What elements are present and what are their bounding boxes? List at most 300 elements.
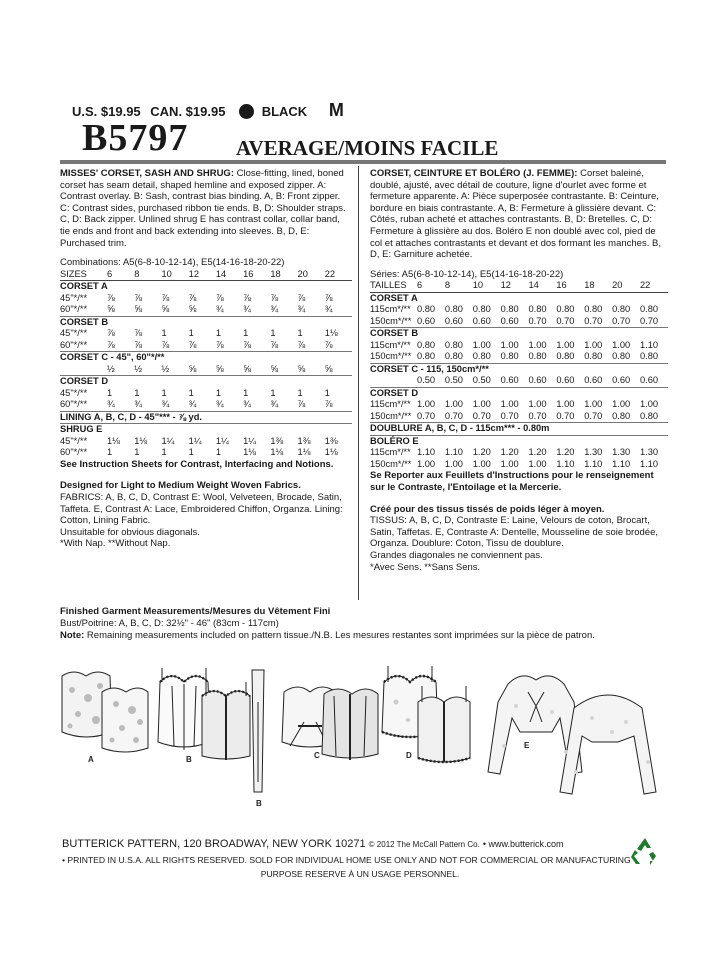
en-size-header-cell: 22 xyxy=(325,269,352,281)
fr-yardage-value: 1.00 xyxy=(640,399,659,410)
en-yardage-value: 1 xyxy=(161,387,167,398)
en-fabric-width: 45"*/** xyxy=(60,328,88,339)
en-yardage-value: 1¼ xyxy=(243,435,257,446)
fr-yardage-value: 0.80 xyxy=(417,351,436,362)
fr-yardage-value: 0.70 xyxy=(556,315,575,326)
en-yardage-row xyxy=(60,447,352,459)
fr-size-header-cell: 18 xyxy=(584,280,612,292)
fr-section-label: DOUBLURE A, B, C, D - 115cm*** - 0.80m xyxy=(370,423,668,436)
en-yardage-value: 1 xyxy=(215,447,222,458)
fr-fabric-width: 150cm*/** xyxy=(370,410,412,421)
fr-yardage-value: 0.80 xyxy=(640,304,659,315)
en-yardage-value: 1⅛ xyxy=(297,447,311,458)
en-section-label: SHRUG E xyxy=(60,424,352,436)
company-address: BUTTERICK PATTERN, 120 BROADWAY, NEW YORK 10271 xyxy=(62,838,366,850)
en-nap-note: *With Nap. **Without Nap. xyxy=(60,538,171,550)
fr-nap-note: *Avec Sens. **Sans Sens. xyxy=(370,561,481,573)
fr-unsuitable: Grandes diagonales ne conviennent pas. xyxy=(370,549,543,561)
en-yardage-row xyxy=(60,436,352,448)
fr-yardage-value: 0.80 xyxy=(556,304,575,315)
en-section-row xyxy=(60,411,352,424)
en-fabric-width: 60"*/** xyxy=(60,447,88,458)
fr-yardage-value: 1.00 xyxy=(472,339,491,350)
en-yardage-value: ¾ xyxy=(270,399,279,410)
fr-yardage-value: 0.80 xyxy=(528,304,547,315)
view-e-illustration xyxy=(488,676,656,794)
en-yardage-value: 1⅜ xyxy=(270,435,284,446)
note-label: Note: xyxy=(60,630,85,641)
en-yardage-value: 1 xyxy=(297,328,303,339)
fr-yardage-value: 0.80 xyxy=(472,351,491,362)
fr-yardage-value: 0.70 xyxy=(584,315,603,326)
en-yardage-value: 1 xyxy=(215,328,222,339)
fr-yardage-value: 0.70 xyxy=(500,410,519,421)
fr-yardage-row xyxy=(370,399,668,411)
en-yardage-value: 1 xyxy=(243,387,249,398)
fr-yardage-value: 1.20 xyxy=(472,447,491,458)
black-color-swatch-icon xyxy=(239,104,254,119)
en-yardage-value: 1 xyxy=(215,387,222,398)
fr-yardage-value: 0.80 xyxy=(612,304,631,315)
en-yardage-row xyxy=(60,364,352,376)
en-yardage-value: 1 xyxy=(324,387,330,398)
en-size-header-cell: 8 xyxy=(134,269,161,281)
fr-yardage-value: 0.50 xyxy=(444,375,463,386)
en-fabric-width: 45"*/** xyxy=(60,292,88,303)
bust-measurement: Bust/Poitrine: A, B, C, D: 32½" - 46" (83cm - 117cm) xyxy=(60,618,279,629)
en-yardage-value: ⅞ xyxy=(324,399,333,410)
fr-designed-for: Créé pour des tissus tissés de poids léger à moyen. xyxy=(370,503,605,515)
en-fabric-width: 60"*/** xyxy=(60,399,88,410)
fr-yardage-value: 1.00 xyxy=(500,458,519,469)
fr-yardage-value: 0.60 xyxy=(500,375,519,386)
en-section-row xyxy=(60,352,352,364)
fr-yardage-value: 0.70 xyxy=(417,410,436,421)
fr-yardage-value: 0.80 xyxy=(584,304,603,315)
en-yardage-value: ¾ xyxy=(188,399,197,410)
fr-yardage-row xyxy=(370,411,668,423)
fr-size-header-cell: TAILLES xyxy=(370,280,417,292)
view-c-illustration xyxy=(282,687,378,760)
fr-yardage-value: 0.70 xyxy=(528,315,547,326)
fr-yardage-value: 0.80 xyxy=(612,351,631,362)
en-yardage-value: ⅞ xyxy=(107,328,115,339)
en-yardage-value: ⅝ xyxy=(270,363,279,374)
en-fabric-width xyxy=(60,364,107,376)
fr-yardage-value: 1.10 xyxy=(556,458,575,469)
en-yardage-value: 1⅛ xyxy=(270,447,284,458)
fr-yardage-row xyxy=(370,340,668,352)
fr-yardage-value: 1.10 xyxy=(612,458,631,469)
purpose-notice: PURPOSE RESERVE À UN USAGE PERSONNEL. xyxy=(260,869,460,879)
en-yardage-value: 1 xyxy=(161,328,167,339)
en-yardage-value: ⅞ xyxy=(134,328,142,339)
fr-see-instructions: Se Reporter aux Feuillets d'Instructions pour le renseignement sur le Contraste, l'Entoilage et la Mercerie. xyxy=(370,470,654,493)
fr-yardage-value: 0.50 xyxy=(472,375,491,386)
fr-yardage-row xyxy=(370,316,668,328)
fr-size-header-row xyxy=(370,280,668,292)
view-a-illustration xyxy=(62,672,148,752)
footer-company-line xyxy=(62,838,564,850)
fr-section-label: CORSET C - 115, 150cm*/** xyxy=(370,363,668,375)
recycle-icon xyxy=(628,836,662,866)
en-size-header-cell: 12 xyxy=(189,269,216,281)
size-range-letter: M xyxy=(328,100,344,120)
en-fabric-width: 60"*/** xyxy=(60,339,88,350)
fr-fabric-width: 150cm*/** xyxy=(370,315,412,326)
en-yardage-value: ⅝ xyxy=(188,363,197,374)
en-yardage-value: ⅝ xyxy=(188,304,197,315)
fr-yardage-value: 1.10 xyxy=(444,447,463,458)
fr-yardage-row xyxy=(370,351,668,363)
en-fabric-width: 45"*/** xyxy=(60,387,88,398)
en-yardage-table xyxy=(60,269,352,459)
fr-yardage-value: 1.00 xyxy=(612,399,631,410)
fr-yardage-value: 0.80 xyxy=(612,410,631,421)
fr-yardage-value: 1.00 xyxy=(444,458,463,469)
en-size-header-cell: 6 xyxy=(107,269,134,281)
en-combinations: Combinations: A5(6-8-10-12-14), E5(14-16-18-20-22) xyxy=(60,257,285,269)
en-section-label: CORSET D xyxy=(60,376,352,388)
en-yardage-value: 1¼ xyxy=(161,435,175,446)
en-yardage-value: ⅞ xyxy=(297,292,306,303)
en-yardage-value: ⅝ xyxy=(297,363,306,374)
fr-yardage-value: 1.00 xyxy=(584,399,603,410)
en-yardage-value: 1⅛ xyxy=(134,435,148,446)
fr-size-header-cell: 22 xyxy=(640,280,668,292)
en-yardage-value: 1 xyxy=(134,447,140,458)
fr-yardage-value: 1.20 xyxy=(500,447,519,458)
fr-yardage-value: 0.60 xyxy=(444,315,463,326)
en-section-row xyxy=(60,316,352,328)
fr-section-label: CORSET A xyxy=(370,292,668,304)
en-yardage-value: ⅞ xyxy=(215,339,224,350)
fr-yardage-value: 1.10 xyxy=(640,458,659,469)
column-divider xyxy=(358,166,359,600)
fr-section-label: BOLÉRO E xyxy=(370,435,668,447)
fr-size-header-cell: 6 xyxy=(417,280,445,292)
en-fabric-width: 60"*/** xyxy=(60,304,88,315)
en-yardage-value: ¾ xyxy=(107,399,115,410)
en-yardage-value: ⅞ xyxy=(134,292,142,303)
fr-yardage-value: 1.10 xyxy=(417,447,436,458)
header-rule xyxy=(60,160,666,164)
en-yardage-value: 1¼ xyxy=(215,435,229,446)
en-yardage-value: ⅞ xyxy=(270,292,279,303)
fr-yardage-value: 1.00 xyxy=(556,339,575,350)
en-size-header-cell: 16 xyxy=(243,269,270,281)
en-yardage-value: 1 xyxy=(188,447,194,458)
en-yardage-value: ⅞ xyxy=(215,292,224,303)
en-yardage-value: 1 xyxy=(188,328,194,339)
fr-fabric-width: 115cm*/** xyxy=(370,304,411,315)
fr-yardage-value: 0.60 xyxy=(500,315,519,326)
fr-yardage-value: 0.70 xyxy=(556,410,575,421)
fr-yardage-value: 0.50 xyxy=(417,375,436,386)
fr-yardage-value: 0.70 xyxy=(584,410,603,421)
en-unsuitable: Unsuitable for obvious diagonals. xyxy=(60,526,200,538)
en-yardage-value: ½ xyxy=(107,363,115,374)
en-size-header-cell: 10 xyxy=(161,269,188,281)
fr-yardage-table xyxy=(370,280,668,470)
copyright: © 2012 The McCall Pattern Co. xyxy=(368,840,480,849)
website[interactable]: • www.butterick.com xyxy=(482,839,564,849)
en-see-instructions: See Instruction Sheets for Contrast, Interfacing and Notions. xyxy=(60,458,334,470)
fr-size-header-cell: 16 xyxy=(556,280,584,292)
fr-fabrics: TISSUS: A, B, C, D, Contraste E: Laine, Velours de coton, Brocart, Satin, Taffetas. E, Contraste A: Dentelle, Mousseline de soie brodée, Organza. Doublure: Coton, Tissu de doublure. xyxy=(370,515,658,550)
fr-yardage-value: 1.00 xyxy=(528,399,547,410)
printed-notice: • PRINTED IN U.S.A. ALL RIGHTS RESERVED. SOLD FOR INDIVIDUAL HOME USE ONLY AND NOT FOR COMMERCIAL OR MANUFACTURING xyxy=(62,855,631,865)
en-yardage-value: ⅞ xyxy=(270,339,279,350)
en-yardage-value: ⅝ xyxy=(324,363,333,374)
fr-yardage-value: 1.00 xyxy=(528,458,547,469)
fr-yardage-value: 1.00 xyxy=(472,399,491,410)
en-yardage-value: ⅞ xyxy=(188,339,197,350)
fr-yardage-value: 1.00 xyxy=(584,339,603,350)
fr-fabric-width: 150cm*/** xyxy=(370,458,412,469)
en-size-header-cell: 20 xyxy=(298,269,325,281)
fr-size-header-cell: 10 xyxy=(473,280,501,292)
en-yardage-value: 1 xyxy=(107,387,113,398)
fr-yardage-value: 1.00 xyxy=(556,399,575,410)
en-yardage-row xyxy=(60,328,352,340)
fr-yardage-value: 0.80 xyxy=(500,304,519,315)
fr-yardage-value: 0.70 xyxy=(528,410,547,421)
finished-measurements xyxy=(60,606,680,642)
view-label-c: C xyxy=(314,751,320,760)
en-title: MISSES' CORSET, SASH AND SHRUG: xyxy=(60,168,234,179)
french-column xyxy=(370,168,668,573)
view-label-b: B xyxy=(186,755,192,764)
view-d-illustration xyxy=(382,666,470,762)
en-yardage-value: ⅝ xyxy=(107,304,115,315)
view-b-illustration xyxy=(158,668,250,760)
en-yardage-value: ⅝ xyxy=(161,304,170,315)
fr-yardage-value: 1.10 xyxy=(640,339,659,350)
en-section-label: CORSET C - 45", 60"*/** xyxy=(60,352,352,364)
en-section-label: CORSET A xyxy=(60,281,352,293)
fr-yardage-row xyxy=(370,459,668,471)
en-yardage-value: 1⅜ xyxy=(297,435,311,446)
en-yardage-value: ½ xyxy=(161,363,170,374)
en-yardage-value: ⅝ xyxy=(134,304,142,315)
en-yardage-value: ⅞ xyxy=(161,292,170,303)
en-section-label: CORSET B xyxy=(60,316,352,328)
fr-yardage-value: 1.00 xyxy=(528,339,547,350)
en-yardage-row xyxy=(60,293,352,305)
en-yardage-value: 1 xyxy=(270,328,276,339)
en-yardage-value: 1⅛ xyxy=(324,328,338,339)
fr-fabric-width: 115cm*/** xyxy=(370,399,411,410)
en-yardage-value: ⅝ xyxy=(243,363,251,374)
fr-section-row xyxy=(370,292,668,304)
en-yardage-row xyxy=(60,304,352,316)
fr-section-row xyxy=(370,328,668,340)
fr-yardage-value: 0.80 xyxy=(444,304,463,315)
view-label-b-sash: B xyxy=(256,799,262,808)
fr-yardage-value: 1.30 xyxy=(584,447,603,458)
en-designed-for: Designed for Light to Medium Weight Woven Fabrics. xyxy=(60,480,301,492)
fr-fabric-width xyxy=(370,375,417,387)
en-section-row xyxy=(60,376,352,388)
fr-yardage-value: 0.80 xyxy=(640,351,659,362)
fr-combinations: Séries: A5(6-8-10-12-14), E5(14-16-18-20-22) xyxy=(370,268,564,280)
en-yardage-value: ⅞ xyxy=(243,292,251,303)
fr-yardage-value: 0.70 xyxy=(640,315,659,326)
measurements-title: Finished Garment Measurements/Mesures du Vêtement Fini xyxy=(60,606,331,617)
english-column xyxy=(60,168,352,550)
fr-fabric-width: 115cm*/** xyxy=(370,447,411,458)
en-yardage-value: ⅞ xyxy=(324,292,333,303)
fr-yardage-value: 0.60 xyxy=(472,315,491,326)
garment-illustrations xyxy=(52,662,692,812)
fr-yardage-value: 0.70 xyxy=(472,410,491,421)
en-yardage-value: 1 xyxy=(134,387,140,398)
en-yardage-value: ½ xyxy=(134,363,142,374)
en-yardage-value: ¾ xyxy=(243,304,251,315)
en-yardage-row xyxy=(60,340,352,352)
en-yardage-value: ¾ xyxy=(324,304,333,315)
en-description-block xyxy=(60,168,352,249)
fr-yardage-row xyxy=(370,447,668,459)
fr-yardage-value: 1.30 xyxy=(612,447,631,458)
fr-yardage-value: 0.80 xyxy=(444,339,463,350)
pattern-number: B5797 xyxy=(82,117,189,159)
fr-size-header-cell: 14 xyxy=(529,280,557,292)
en-yardage-value: 1⅜ xyxy=(324,435,338,446)
view-label-e: E xyxy=(524,741,530,750)
fr-section-label: CORSET B xyxy=(370,328,668,340)
en-yardage-value: ¾ xyxy=(215,304,224,315)
en-yardage-value: 1⅛ xyxy=(324,447,338,458)
fr-yardage-value: 0.80 xyxy=(640,410,659,421)
fr-yardage-value: 0.80 xyxy=(528,351,547,362)
en-yardage-value: 1 xyxy=(188,387,194,398)
fr-section-label: CORSET D xyxy=(370,387,668,399)
fr-section-row xyxy=(370,435,668,447)
fr-yardage-value: 1.20 xyxy=(556,447,575,458)
fr-yardage-value: 0.80 xyxy=(417,339,436,350)
en-yardage-value: ¾ xyxy=(134,399,142,410)
view-label-a: A xyxy=(88,755,94,764)
note-text: Remaining measurements included on pattern tissue./N.B. Les mesures restantes sont imprimées sur la pièce de patron. xyxy=(86,630,595,641)
fr-yardage-value: 0.80 xyxy=(584,351,603,362)
difficulty-label: AVERAGE/MOINS FACILE xyxy=(236,136,499,160)
en-description: Close-fitting, lined, boned corset has seam detail, shaped hemline and exposed zipper. A: Contrast overlay. B: Sash, contrast bias binding. A, B: Front zipper. C: Contrast sides, purchased ribbon tie ends. B, D: Shoulder straps. C, D: Back zipper. Unlined shrug E has contrast collar, collar band, tie ends and front and back extending into sleeves. B, D, E: Purchased trim. xyxy=(60,168,346,249)
fr-yardage-value: 0.80 xyxy=(556,351,575,362)
en-size-header-cell: 14 xyxy=(216,269,243,281)
en-fabrics: FABRICS: A, B, C, D, Contrast E: Wool, Velveteen, Brocade, Satin, Taffeta. E, Contrast A: Lace, Embroidered Chiffon, Organza. Lining: Cotton, Lining Fabric. xyxy=(60,491,343,527)
fr-fabric-width: 150cm*/** xyxy=(370,351,412,362)
color-word: BLACK xyxy=(261,104,308,119)
fr-size-header-cell: 8 xyxy=(445,280,473,292)
fr-fabric-width: 115cm*/** xyxy=(370,339,411,350)
en-yardage-value: 1⅛ xyxy=(107,435,120,446)
fr-yardage-value: 0.80 xyxy=(500,351,519,362)
en-yardage-value: ⅝ xyxy=(215,363,224,374)
en-section-row xyxy=(60,424,352,436)
fr-size-header-cell: 12 xyxy=(501,280,529,292)
en-yardage-value: ⅞ xyxy=(297,399,306,410)
en-yardage-value: ⅞ xyxy=(243,339,251,350)
fr-yardage-value: 1.30 xyxy=(640,447,659,458)
fr-yardage-value: 1.00 xyxy=(417,458,436,469)
en-yardage-row xyxy=(60,399,352,411)
fr-yardage-row xyxy=(370,304,668,316)
fr-yardage-value: 1.20 xyxy=(528,447,547,458)
en-yardage-value: ¾ xyxy=(243,399,251,410)
fr-section-row xyxy=(370,387,668,399)
fr-yardage-value: 1.00 xyxy=(500,339,519,350)
fr-yardage-value: 1.00 xyxy=(417,399,436,410)
en-yardage-value: ¾ xyxy=(297,304,306,315)
fr-description: Corset baleiné, doublé, ajusté, avec détail de couture, ligne d'ourlet avec forme et fermeture apparente. A: Pièce superposée contrastante. B: Ceinture, bordure en biais contrastante. A, B: Fermeture à glissière devant. C: Côtés, ruban acheté et attaches contrastants. B, D: Bretelles. C, D: Fermeture à glissière au dos. Boléro E non doublé avec col, pied de col et attaches contrastants et devant et dos formant les manches. B, D, E: Garniture achetée. xyxy=(370,168,661,261)
view-label-d: D xyxy=(406,751,412,760)
fr-section-row xyxy=(370,423,668,436)
en-yardage-value: 1 xyxy=(297,387,303,398)
fr-yardage-value: 0.60 xyxy=(640,375,659,386)
fr-description-block xyxy=(370,168,668,261)
fr-yardage-value: 1.00 xyxy=(444,399,463,410)
fr-yardage-value: 0.60 xyxy=(612,375,631,386)
en-yardage-value: 1¼ xyxy=(188,435,202,446)
en-size-header-row xyxy=(60,269,352,281)
en-yardage-value: ¾ xyxy=(161,399,170,410)
fr-yardage-value: 0.60 xyxy=(417,315,436,326)
en-size-header-cell: SIZES xyxy=(60,269,107,281)
fr-yardage-value: 1.00 xyxy=(500,399,519,410)
fr-yardage-value: 0.80 xyxy=(472,304,491,315)
en-yardage-value: ⅞ xyxy=(297,339,306,350)
fr-yardage-row xyxy=(370,375,668,387)
en-yardage-value: ⅞ xyxy=(107,292,115,303)
en-yardage-value: ⅞ xyxy=(107,339,115,350)
fr-yardage-value: 0.60 xyxy=(584,375,603,386)
measurements-note xyxy=(60,630,680,642)
en-yardage-value: ⅞ xyxy=(324,339,333,350)
en-yardage-value: ⅞ xyxy=(134,339,142,350)
en-yardage-value: 1 xyxy=(270,387,276,398)
fr-yardage-value: 0.80 xyxy=(417,304,436,315)
fr-section-row xyxy=(370,363,668,375)
en-size-header-cell: 18 xyxy=(270,269,297,281)
en-section-row xyxy=(60,281,352,293)
fr-title: CORSET, CEINTURE ET BOLÉRO (J. FEMME): xyxy=(370,168,578,179)
fr-yardage-value: 0.70 xyxy=(612,315,631,326)
fr-yardage-value: 0.60 xyxy=(528,375,547,386)
en-yardage-row xyxy=(60,388,352,400)
fr-yardage-value: 1.00 xyxy=(472,458,491,469)
fr-yardage-value: 0.60 xyxy=(556,375,575,386)
fr-yardage-value: 1.10 xyxy=(584,458,603,469)
fr-size-header-cell: 20 xyxy=(612,280,640,292)
fr-yardage-value: 1.00 xyxy=(612,339,631,350)
fr-yardage-value: 0.80 xyxy=(444,351,463,362)
en-yardage-value: ¾ xyxy=(270,304,279,315)
en-fabric-width: 45"*/** xyxy=(60,435,88,446)
view-b-sash-illustration xyxy=(252,670,264,792)
en-section-label: LINING A, B, C, D - 45"*** - ⅞ yd. xyxy=(60,411,352,424)
price-us: U.S. $19.95 xyxy=(72,104,141,119)
price-can: CAN. $19.95 xyxy=(150,104,226,119)
en-yardage-value: 1⅛ xyxy=(243,447,257,458)
fr-yardage-value: 0.70 xyxy=(444,410,463,421)
en-yardage-value: 1 xyxy=(107,447,113,458)
en-yardage-value: 1 xyxy=(243,328,249,339)
en-yardage-value: 1 xyxy=(161,447,167,458)
en-yardage-value: ⅞ xyxy=(188,292,197,303)
en-yardage-value: ¾ xyxy=(215,399,224,410)
